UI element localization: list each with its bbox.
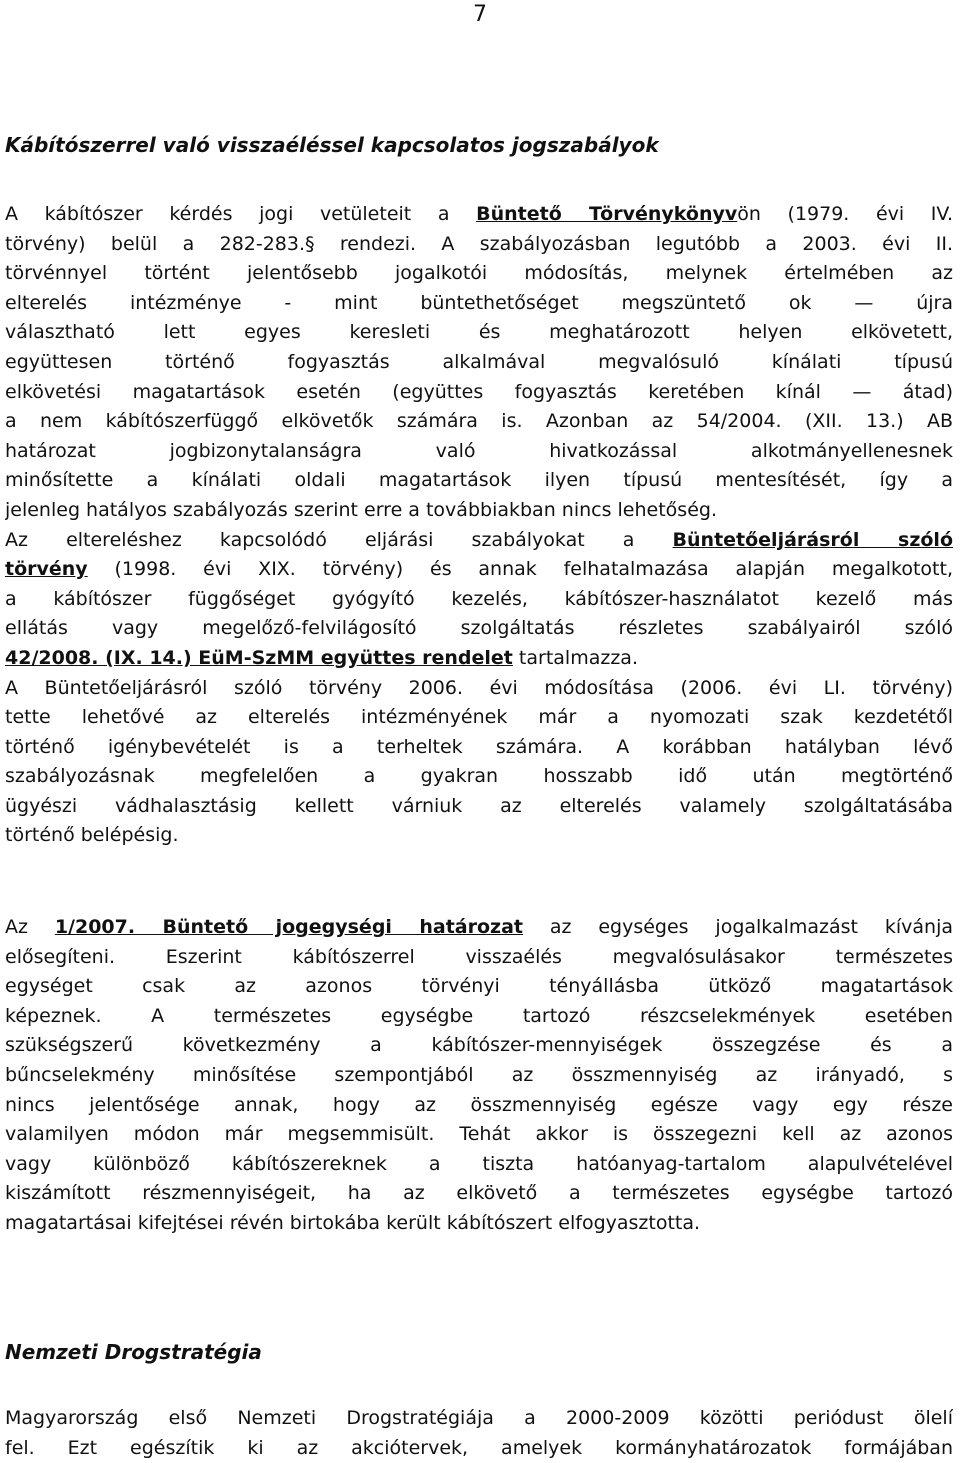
section-title-national-drug-strategy: Nemzeti Drogstratégia bbox=[5, 1340, 262, 1364]
bold-reference: Büntető Törvénykönyv bbox=[476, 203, 738, 225]
bold-reference: 42/2008. (IX. 14.) EüM-SzMM együttes rendelet bbox=[5, 646, 513, 669]
text-line: elősegíteni. Eszerint kábítószerrel visszaélés megvalósulásakor természetes bbox=[5, 945, 953, 968]
text-line: ügyészi vádhalasztásig kellett várniuk az elterelés valamely szolgáltatásába bbox=[5, 794, 953, 817]
text-line: minősítette a kínálati oldali magatartások ilyen típusú mentesítését, így a bbox=[5, 469, 953, 492]
text-line: határozat jogbizonytalanságra való hivatkozással alkotmányellenesnek bbox=[5, 439, 953, 462]
text-line: elterelés intézménye - mint büntethetőséget megszüntető ok — újra bbox=[5, 291, 953, 314]
text-line: vagy különböző kábítószereknek a tiszta hatóanyag-tartalom alapulvételével bbox=[5, 1152, 953, 1175]
text-line: szükségszerű következmény a kábítószer-mennyiségek összegzése és a bbox=[5, 1034, 953, 1057]
text-line: Magyarország első Nemzeti Drogstratégiája a 2000-2009 közötti periódust ölelí bbox=[5, 1407, 953, 1429]
text-line: törvény) belül a 282-283.§ rendezi. A szabályozásban legutóbb a 2003. évi II. bbox=[5, 232, 953, 255]
text-line: Az eltereléshez kapcsolódó eljárási szabályokat a Büntetőeljárásról szóló bbox=[5, 528, 953, 551]
paragraph-legal-framework bbox=[5, 200, 953, 851]
text-line: képeznek. A természetes egységbe tartozó részcselekmények esetében bbox=[5, 1004, 953, 1027]
text-line: kiszámított részmennyiségeit, ha az elkövető a természetes egységbe tartozó bbox=[5, 1182, 953, 1205]
text-line: törvény (1998. évi XIX. törvény) és annak felhatalmazása alapján megalkotott, bbox=[5, 558, 953, 581]
text-line: A kábítószer kérdés jogi vetületeit a Büntető Törvénykönyvön (1979. évi IV. bbox=[5, 203, 953, 225]
text-line: 42/2008. (IX. 14.) EüM-SzMM együttes rendelet tartalmazza. bbox=[5, 646, 638, 669]
text-line: fel. Ezt egészítik ki az akciótervek, amelyek kormányhatározatok formájában bbox=[5, 1436, 953, 1459]
text-line: egységet csak az azonos törvényi tényállásba ütköző magatartások bbox=[5, 975, 953, 998]
text-line: elkövetési magatartások esetén (együttes fogyasztás keretében kínál — átad) bbox=[5, 380, 953, 403]
page-number: 7 bbox=[473, 2, 487, 27]
paragraph-uniformity-decision bbox=[5, 913, 953, 1239]
text-line: választható lett egyes keresleti és meghatározott helyen elkövetett, bbox=[5, 321, 953, 344]
text-line: A Büntetőeljárásról szóló törvény 2006. évi módosítása (2006. évi LI. törvény) bbox=[5, 676, 953, 699]
bold-reference: 1/2007. Büntető jogegységi határozat bbox=[54, 916, 523, 938]
bold-reference: törvény bbox=[5, 558, 88, 581]
text-line: jelenleg hatályos szabályozás szerint erre a továbbiakban nincs lehetőség. bbox=[5, 498, 717, 521]
paragraph-national-drug-strategy bbox=[5, 1404, 953, 1463]
text-line: Az 1/2007. Büntető jogegységi határozat az egységes jogalkalmazást kívánja bbox=[5, 916, 953, 938]
text-line: a nem kábítószerfüggő elkövetők számára is. Azonban az 54/2004. (XII. 13.) AB bbox=[5, 410, 953, 433]
text-line: bűncselekmény minősítése szempontjából az összmennyiség az irányadó, s bbox=[5, 1063, 953, 1086]
text-line: magatartásai kifejtései révén birtokába került kábítószert elfogyasztotta. bbox=[5, 1211, 701, 1234]
text-line: együttesen történő fogyasztás alkalmával megvalósuló kínálati típusú bbox=[5, 350, 953, 373]
text-line: történő belépésig. bbox=[5, 824, 179, 847]
section-title-drug-law: Kábítószerrel való visszaéléssel kapcsolatos jogszabályok bbox=[5, 133, 659, 157]
text-line: tette lehetővé az elterelés intézményének már a nyomozati szak kezdetétől bbox=[5, 706, 953, 729]
text-line: törvénnyel történt jelentősebb jogalkotói módosítás, melynek értelmében az bbox=[5, 262, 953, 285]
text-line: a kábítószer függőséget gyógyító kezelés, kábítószer-használatot kezelő más bbox=[5, 587, 953, 610]
text-line: nincs jelentősége annak, hogy az összmennyiség egésze vagy egy része bbox=[5, 1093, 953, 1116]
text-line: szabályozásnak megfelelően a gyakran hosszabb idő után megtörténő bbox=[5, 765, 953, 788]
text-line: történő igénybevételét is a terheltek számára. A korábban hatályban lévő bbox=[5, 735, 953, 758]
text-line: valamilyen módon már megsemmisült. Tehát akkor is összegezni kell az azonos bbox=[5, 1123, 953, 1146]
bold-reference: Büntetőeljárásról szóló bbox=[672, 528, 953, 551]
text-line: ellátás vagy megelőző-felvilágosító szolgáltatás részletes szabályairól szóló bbox=[5, 617, 953, 640]
